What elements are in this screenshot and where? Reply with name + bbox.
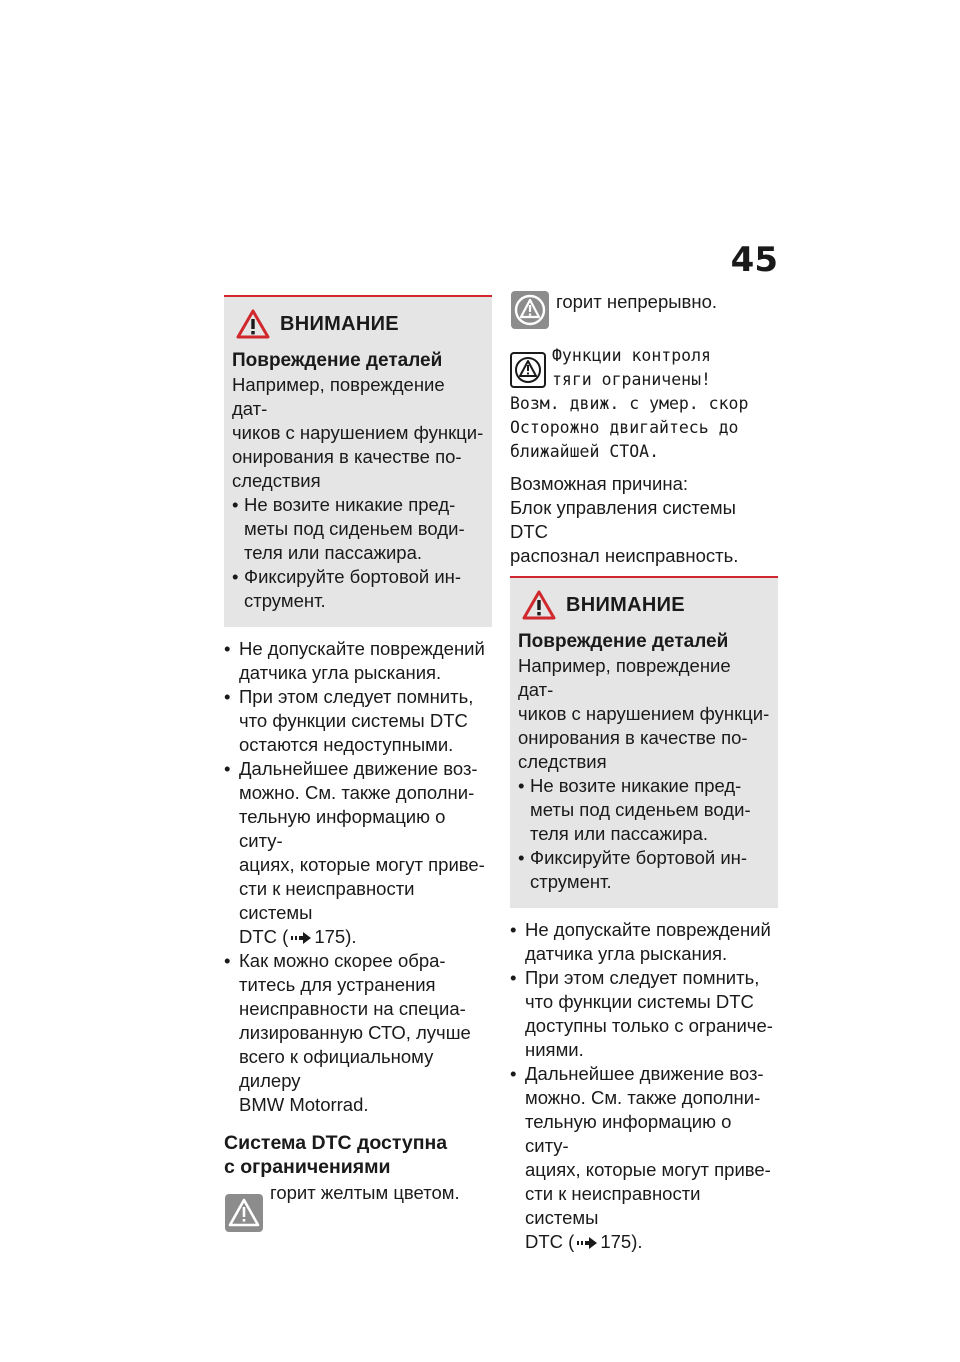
text-line: Блок управления системы DTC (510, 497, 736, 542)
warning-box (224, 295, 492, 627)
list-item: • Дальнейшее движение воз- можно. См. также дополни- тельную информацию о ситу- ациях, которые могут приве- сти к неисправности системы DTC ( 175). (224, 757, 492, 949)
text-line: следствия (232, 470, 321, 491)
display-line: ближайшей СТОА. (510, 442, 660, 461)
cause-label: Возможная причина: (510, 473, 688, 494)
dtc-indicator-icon (510, 290, 550, 330)
warning-text (232, 373, 484, 493)
warning-list (232, 493, 484, 613)
warning-label: ВНИМАНИЕ (566, 593, 685, 616)
warning-triangle-icon (522, 590, 556, 620)
warning-header (518, 590, 770, 620)
display-line: Осторожно двигайтесь до (510, 418, 739, 437)
text-line: следствия (518, 751, 607, 772)
right-bullet-list (510, 918, 778, 1254)
text-line: Например, повреждение дат- (518, 655, 731, 700)
list-item: • Дальнейшее движение воз- можно. См. также дополни- тельную информацию о ситу- ациях, которые могут приве- сти к неисправности системы DTC ( 175). (510, 1062, 778, 1254)
warning-box (510, 576, 778, 908)
list-item: • Не допускайте повреждений датчика угла рыскания. (510, 918, 778, 966)
display-line: тяги ограничены! (552, 370, 711, 389)
list-item: • Не допускайте повреждений датчика угла рыскания. (224, 637, 492, 685)
section-title (224, 1131, 492, 1179)
warning-triangle-icon (236, 309, 270, 339)
indicator-row (510, 290, 778, 330)
cause-text (510, 496, 778, 568)
display-line: Возм. движ. с умер. скор (510, 394, 749, 413)
text-line: онирования в качестве по- (232, 446, 462, 467)
list-item: • Как можно скорее обра- титесь для устранения неисправности на специа- лизированную СТО, лучше всего к официальному дилеру BMW Motorrad. (224, 949, 492, 1117)
dtc-display-icon (510, 352, 546, 388)
warning-label: ВНИМАНИЕ (280, 312, 399, 335)
list-item: • При этом следует помнить, что функции системы DTC остаются недоступными. (224, 685, 492, 757)
text-line: чиков с нарушением функци- (232, 422, 484, 443)
text-line: онирования в качестве по- (518, 727, 748, 748)
warning-list-item: • Фиксируйте бортовой ин- струмент. (518, 847, 748, 892)
left-column (224, 295, 492, 1233)
display-line: Функции контроля (552, 346, 711, 365)
page-number: 45 (730, 240, 778, 280)
page-reference[interactable]: DTC ( 175). (525, 1231, 643, 1252)
display-message-row (510, 344, 778, 392)
warning-list-item: • Не возите никакие пред- меты под сиденьем води- теля или пассажира. (518, 775, 751, 844)
indicator-row (224, 1181, 492, 1233)
warning-title: Повреждение деталей (232, 350, 443, 371)
warning-header (232, 309, 484, 339)
section-title-line: Система DTC доступна (224, 1132, 448, 1154)
text-line: чиков с нарушением функци- (518, 703, 770, 724)
text-line: Например, повреждение дат- (232, 374, 445, 419)
left-bullet-list (224, 637, 492, 1117)
arrow-right-icon (576, 1236, 598, 1250)
arrow-right-icon (290, 931, 312, 945)
indicator-text: горит желтым цветом. (270, 1182, 460, 1203)
warning-text (518, 654, 770, 774)
page-reference[interactable]: DTC ( 175). (239, 926, 357, 947)
section-title-line: с ограничениями (224, 1156, 391, 1178)
text-line: распознал неисправность. (510, 545, 739, 566)
display-message (552, 344, 711, 392)
list-item: • При этом следует помнить, что функции системы DTC доступны только с ограниче- ниями. (510, 966, 778, 1062)
warning-indicator-icon (224, 1193, 264, 1233)
warning-list (518, 774, 770, 894)
right-column (510, 290, 778, 1254)
warning-title: Повреждение деталей (518, 631, 729, 652)
warning-list-item: • Не возите никакие пред- меты под сиденьем води- теля или пассажира. (232, 494, 465, 563)
indicator-text: горит непрерывно. (556, 291, 718, 312)
warning-list-item: • Фиксируйте бортовой ин- струмент. (232, 566, 462, 611)
